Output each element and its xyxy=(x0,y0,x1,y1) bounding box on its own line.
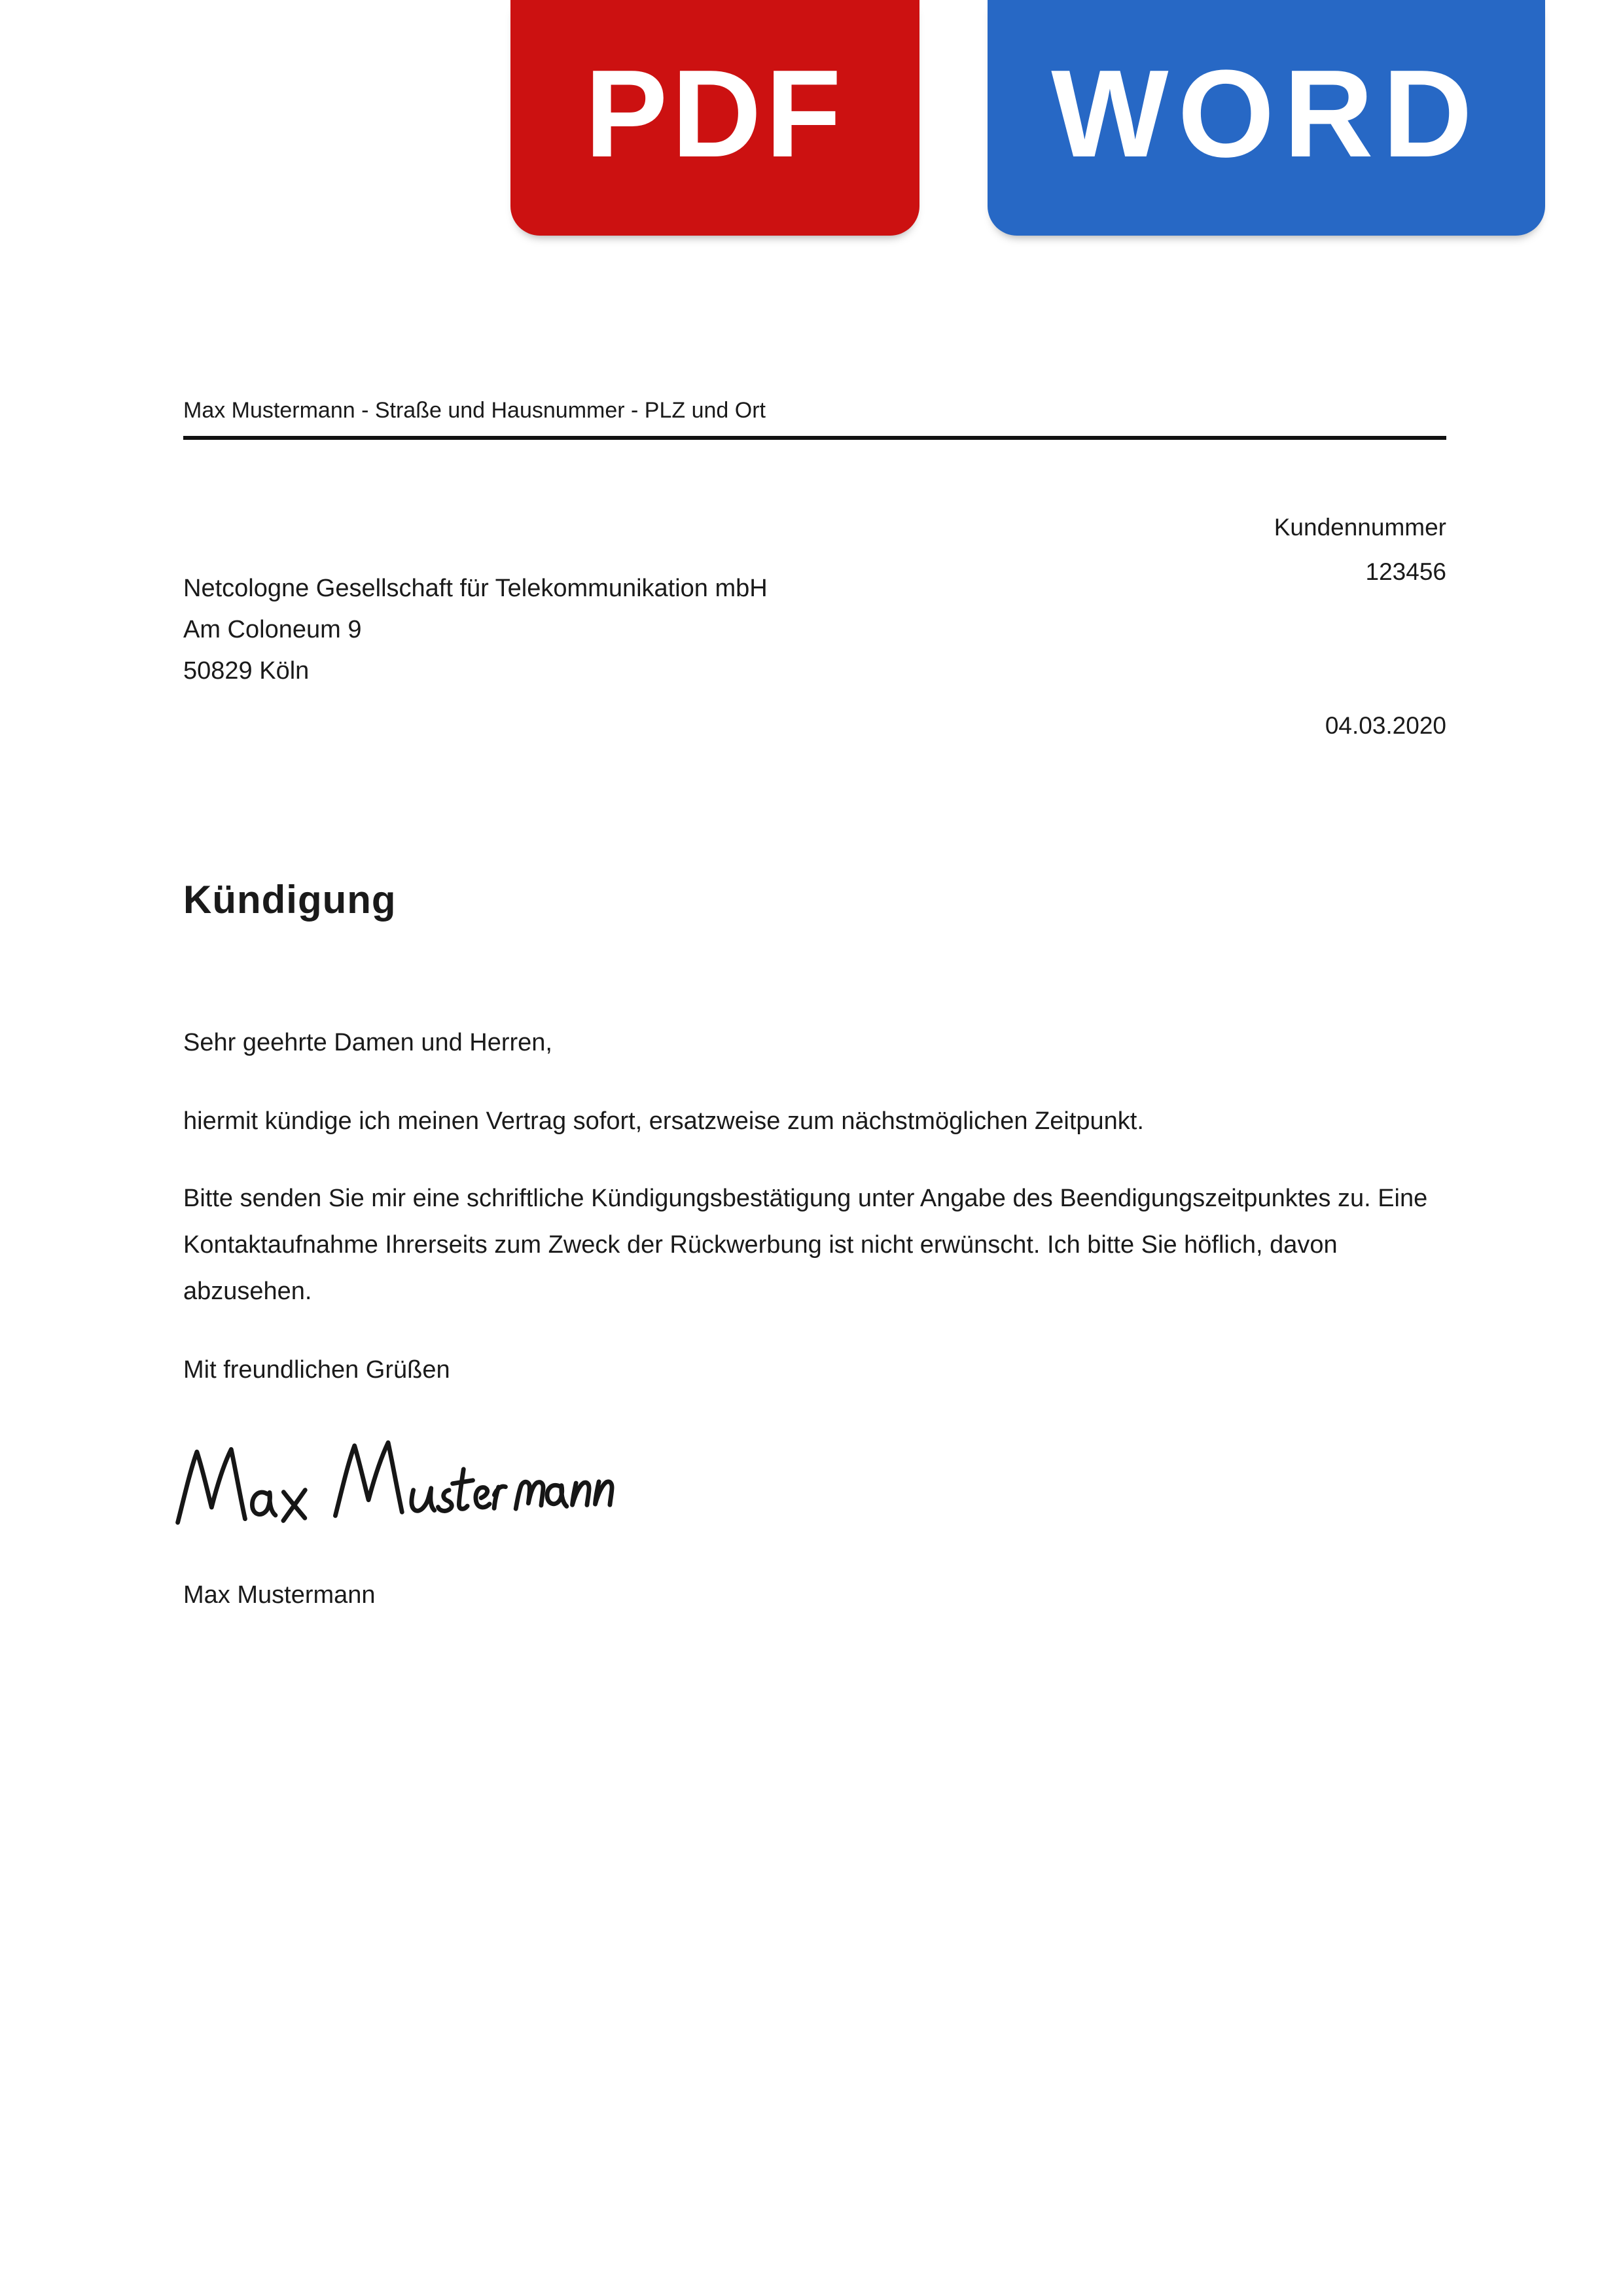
salutation: Sehr geehrte Damen und Herren, xyxy=(183,1029,552,1056)
letter-subject-heading: Kündigung xyxy=(183,878,397,922)
sender-separator-line xyxy=(183,436,1446,440)
customer-number-label: Kundennummer xyxy=(1274,514,1446,541)
recipient-city: 50829 Köln xyxy=(183,657,310,685)
pdf-download-label: PDF xyxy=(584,45,846,183)
body-paragraph: Bitte senden Sie mir eine schriftliche Kündigungsbestätigung unter Angabe des Beendigungszeitpunktes zu. Eine Kontaktaufnahme Ihrerseits zum Zweck der Rückwerbung ist nicht erwünscht. Ich bitte Sie höflich, davon abzusehen. xyxy=(183,1185,1428,1305)
sender-address-line: Max Mustermann - Straße und Hausnummer - PLZ und Ort xyxy=(183,398,766,423)
handwritten-signature xyxy=(169,1433,620,1532)
recipient-address-block xyxy=(183,568,768,692)
closing-phrase: Mit freundlichen Grüßen xyxy=(183,1356,450,1384)
customer-number-value: 123456 xyxy=(1365,558,1446,585)
recipient-street: Am Coloneum 9 xyxy=(183,616,362,643)
letter-date: 04.03.2020 xyxy=(1325,712,1446,739)
recipient-name: Netcologne Gesellschaft für Telekommunikation mbH xyxy=(183,575,768,602)
signature-image xyxy=(169,1433,620,1532)
typed-signature-name: Max Mustermann xyxy=(183,1581,376,1609)
word-download-button[interactable] xyxy=(988,0,1545,236)
word-download-label: WORD xyxy=(1051,45,1482,183)
customer-number-block xyxy=(1274,505,1446,594)
body-paragraph: hiermit kündige ich meinen Vertrag sofort, ersatzweise zum nächstmöglichen Zeitpunkt. xyxy=(183,1107,1144,1135)
pdf-download-button[interactable] xyxy=(510,0,919,236)
